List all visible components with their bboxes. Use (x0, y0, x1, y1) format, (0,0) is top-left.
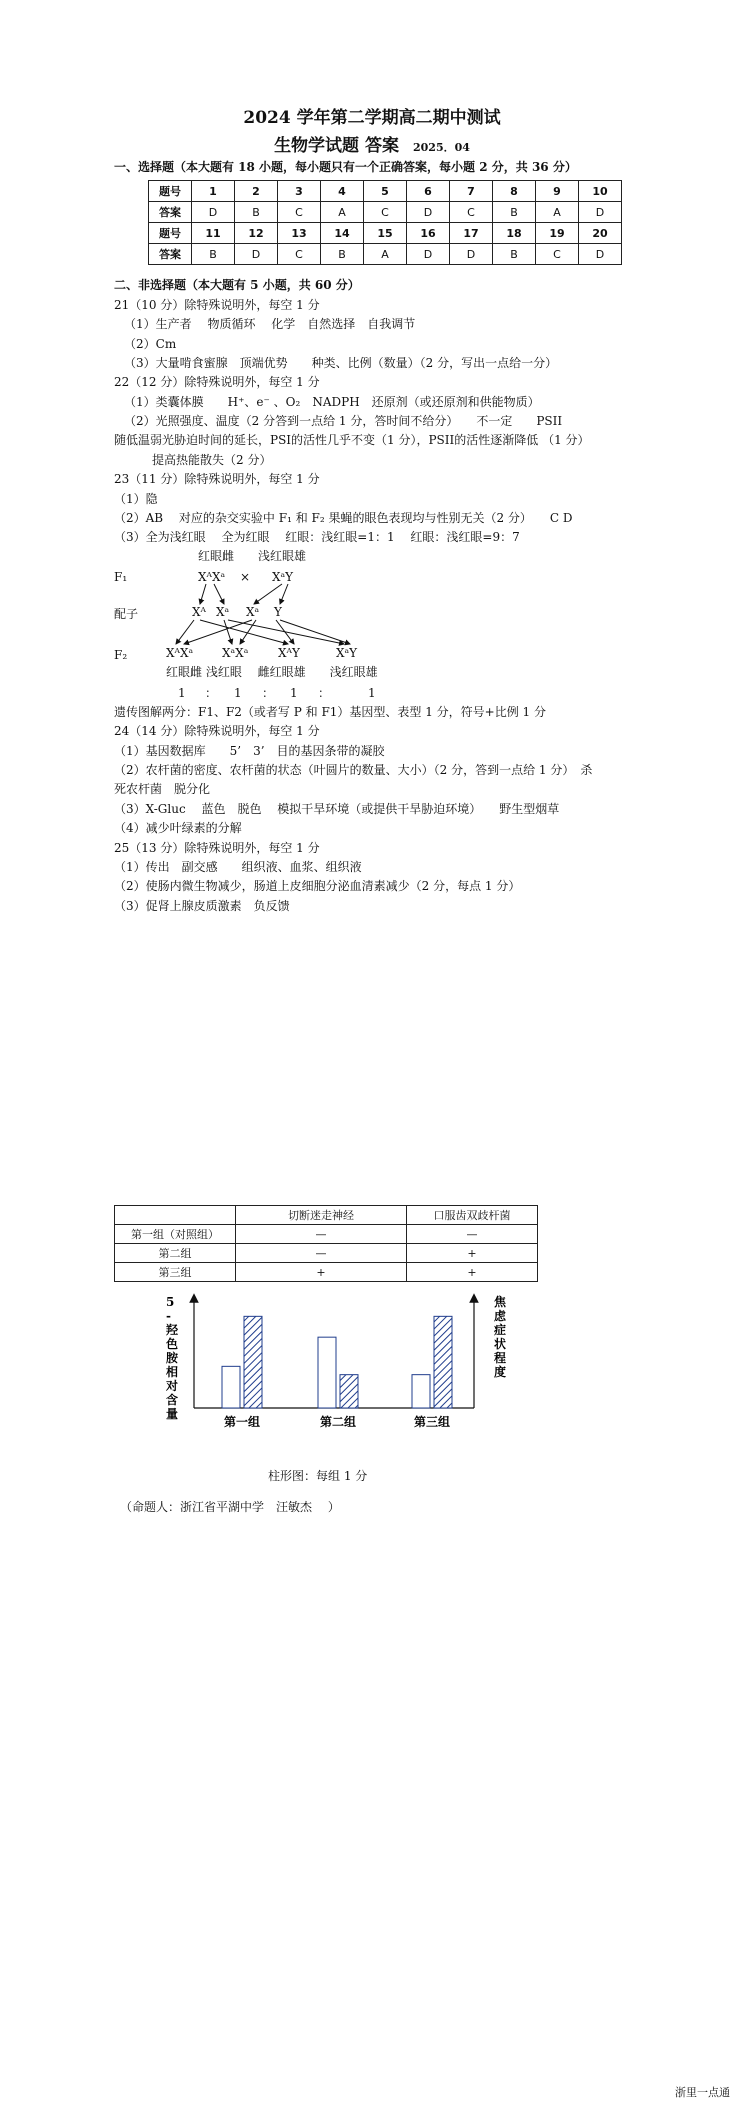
q21-header: 21（10 分）除特殊说明外，每空 1 分 (114, 298, 320, 312)
cross-gamete-2: Xᵃ (216, 605, 230, 619)
q-number: 8 (493, 181, 536, 202)
answer-cell: C (278, 244, 321, 265)
cross-parent-phenotypes: 红眼雌 浅红眼雄 (198, 549, 307, 563)
cross-gamete-4: Y (274, 605, 282, 619)
table-cell: 第一组（对照组） (115, 1225, 236, 1244)
q24-answer-3: 死农杆菌 脱分化 (114, 782, 211, 796)
q-number: 6 (407, 181, 450, 202)
ratio-colon: ： (262, 686, 275, 700)
q24-answer-4: （3）X-Gluc 蓝色 脱色 模拟干旱环境（或提供干旱胁迫环境） 野生型烟草 (114, 802, 560, 816)
author-line: （命题人：浙江省平湖中学 汪敏杰 ） (120, 1500, 340, 1514)
q-number: 15 (364, 223, 407, 244)
answer-cell: B (321, 244, 364, 265)
q25-header: 25（13 分）除特殊说明外，每空 1 分 (114, 841, 320, 855)
q-number: 20 (579, 223, 622, 244)
table-cell: — (236, 1244, 407, 1263)
bar-serotonin (222, 1366, 240, 1408)
q24-answer-2: （2）农杆菌的密度、农杆菌的状态（叶圆片的数量、大小）（2 分，答到一点给 1 分） 杀 (114, 763, 593, 777)
q22-answer-4: 提高热能散失（2 分） (152, 453, 272, 467)
q-number: 4 (321, 181, 364, 202)
q-number: 11 (192, 223, 235, 244)
bar-chart (140, 1290, 540, 1450)
q-number: 14 (321, 223, 364, 244)
q-number: 10 (579, 181, 622, 202)
q24-answer-5: （4）减少叶绿素的分解 (114, 821, 242, 835)
cross-offspring-phenotypes: 红眼雌 浅红眼 雌红眼雄 浅红眼雄 (166, 665, 378, 679)
answer-cell: C (278, 202, 321, 223)
table-cell: + (407, 1244, 538, 1263)
answer-cell: A (536, 202, 579, 223)
arrow-gamete-to-offspring (280, 620, 350, 644)
q-number: 7 (450, 181, 493, 202)
right-axis-label: 焦虑症状程度 (494, 1295, 507, 1379)
page-title: 2024 学年第二学期高二期中测试 (243, 108, 501, 128)
answer-cell: C (450, 202, 493, 223)
cross-offspring-1: XᴬXᵃ (166, 646, 194, 660)
cross-parent-female: XᴬXᵃ (198, 570, 226, 584)
answer-cell: A (321, 202, 364, 223)
q-number: 9 (536, 181, 579, 202)
ratio-value: 1 (290, 686, 298, 700)
category-label: 第一组 (223, 1415, 261, 1429)
ratio-value: 1 (368, 686, 376, 700)
q-number: 19 (536, 223, 579, 244)
q24-header: 24（14 分）除特殊说明外，每空 1 分 (114, 724, 320, 738)
row-header: 答案 (149, 202, 192, 223)
row-header: 答案 (149, 244, 192, 265)
q21-answer-2: （2）Cm (124, 337, 177, 351)
q-number: 1 (192, 181, 235, 202)
table-row (115, 1225, 538, 1244)
cross-gamete-label: 配子 (114, 607, 139, 621)
q-number: 2 (235, 181, 278, 202)
table-cell: + (407, 1263, 538, 1282)
row-header: 题号 (149, 181, 192, 202)
bar-serotonin (318, 1337, 336, 1408)
table-header-cell (115, 1206, 236, 1225)
left-axis-label: 5 -羟色胺相对含量 (166, 1295, 179, 1421)
exam-date: 2025．04 (412, 141, 470, 154)
answer-cell: C (364, 202, 407, 223)
answer-cell: D (235, 244, 278, 265)
category-label: 第三组 (413, 1415, 451, 1429)
q23-answer-1: （1）隐 (114, 492, 158, 506)
arrow-gamete-to-offspring (224, 620, 232, 644)
answer-cell: D (192, 202, 235, 223)
table-cell: — (236, 1225, 407, 1244)
table-cell: 第二组 (115, 1244, 236, 1263)
q22-answer-3: 随低温弱光胁迫时间的延长，PSI的活性几乎不变（1 分），PSII的活性逐渐降低 （1 分） (114, 433, 590, 447)
q23-header: 23（11 分）除特殊说明外，每空 1 分 (114, 472, 320, 486)
cross-offspring-4: XᵃY (336, 646, 358, 660)
ratio-colon: ： (205, 686, 218, 700)
table-row (115, 1244, 538, 1263)
category-label: 第二组 (319, 1415, 357, 1429)
subtitle-text: 生物学试题 答案 (274, 136, 399, 156)
cross-f1-label: F₁ (114, 570, 128, 584)
q-number: 12 (235, 223, 278, 244)
answer-cell: B (493, 202, 536, 223)
cross-f2-label: F₂ (114, 648, 128, 662)
chart-caption: 柱形图：每组 1 分 (268, 1469, 368, 1483)
bar-serotonin (412, 1375, 430, 1408)
arrow-gamete-to-offspring (176, 620, 194, 644)
cross-gamete-1: Xᴬ (192, 605, 206, 619)
answer-cell: B (192, 244, 235, 265)
answer-cell: D (450, 244, 493, 265)
experiment-table (114, 1205, 538, 1282)
arrow-p-to-gamete (254, 584, 282, 604)
answer-cell: D (407, 244, 450, 265)
answer-cell: C (536, 244, 579, 265)
q23-note: 遗传图解两分：F1、F2（或者写 P 和 F1）基因型、表型 1 分，符号+比例 1 分 (114, 705, 546, 719)
q25-answer-2: （2）使肠内微生物减少，肠道上皮细胞分泌血清素减少（2 分，每点 1 分） (114, 879, 521, 893)
arrow-p-to-gamete (214, 584, 224, 604)
bar-anxiety (244, 1316, 262, 1408)
table-header-cell: 切断迷走神经 (236, 1206, 407, 1225)
q-number: 5 (364, 181, 407, 202)
cross-offspring-3: XᴬY (278, 646, 300, 660)
q21-answer-1: （1）生产者 物质循环 化学 自然选择 自我调节 (124, 317, 416, 331)
cross-sign: × (240, 570, 251, 584)
q25-answer-3: （3）促肾上腺皮质激素 负反馈 (114, 899, 290, 913)
q-number: 17 (450, 223, 493, 244)
q23-answer-3: （3）全为浅红眼 全为红眼 红眼：浅红眼=1：1 红眼：浅红眼=9：7 (114, 530, 520, 544)
table-header-cell: 口服齿双歧杆菌 (407, 1206, 538, 1225)
answer-cell: B (235, 202, 278, 223)
q21-answer-3: （3）大量啃食蜜腺 顶端优势 种类、比例（数量）（2 分，写出一点给一分） (124, 356, 558, 370)
arrow-p-to-gamete (200, 584, 206, 604)
cross-gamete-3: Xᵃ (246, 605, 260, 619)
answer-cell: D (407, 202, 450, 223)
section2-heading: 二、非选择题（本大题有 5 小题，共 60 分） (114, 278, 360, 292)
bar-anxiety (340, 1375, 358, 1408)
q-number: 13 (278, 223, 321, 244)
ratio-value: 1 (178, 686, 186, 700)
section1-heading: 一、选择题（本大题有 18 小题，每小题只有一个正确答案，每小题 2 分，共 36 分） (114, 160, 577, 174)
answer-cell: D (579, 202, 622, 223)
cross-offspring-2: XᵃXᵃ (222, 646, 249, 660)
q-number: 16 (407, 223, 450, 244)
table-cell: — (407, 1225, 538, 1244)
q22-answer-2: （2）光照强度、温度（2 分答到一点给 1 分，答时间不给分） 不一定 PSII (124, 414, 563, 428)
row-header: 题号 (149, 223, 192, 244)
q23-answer-2: （2）AB 对应的杂交实验中 F₁ 和 F₂ 果蝇的眼色表现均与性别无关（2 分） C D (114, 511, 573, 525)
q22-answer-1: （1）类囊体膜 H⁺、e⁻ 、O₂ NADPH 还原剂（或还原剂和供能物质） (124, 395, 540, 409)
q-number: 18 (493, 223, 536, 244)
answer-cell: A (364, 244, 407, 265)
answer-cell: B (493, 244, 536, 265)
table-row (115, 1206, 538, 1225)
arrow-p-to-gamete (280, 584, 288, 604)
footer-watermark: 浙里一点通 (675, 2086, 730, 2099)
bar-anxiety (434, 1316, 452, 1408)
q24-answer-1: （1）基因数据库 5’ 3’ 目的基因条带的凝胶 (114, 744, 385, 758)
ratio-value: 1 (234, 686, 242, 700)
q22-header: 22（12 分）除特殊说明外，每空 1 分 (114, 375, 320, 389)
table-cell: 第三组 (115, 1263, 236, 1282)
table-row (115, 1263, 538, 1282)
answer-cell: D (579, 244, 622, 265)
q-number: 3 (278, 181, 321, 202)
cross-parent-male: XᵃY (272, 570, 294, 584)
ratio-colon: ： (318, 686, 331, 700)
table-cell: + (236, 1263, 407, 1282)
q25-answer-1: （1）传出 副交感 组织液、血浆、组织液 (114, 860, 362, 874)
